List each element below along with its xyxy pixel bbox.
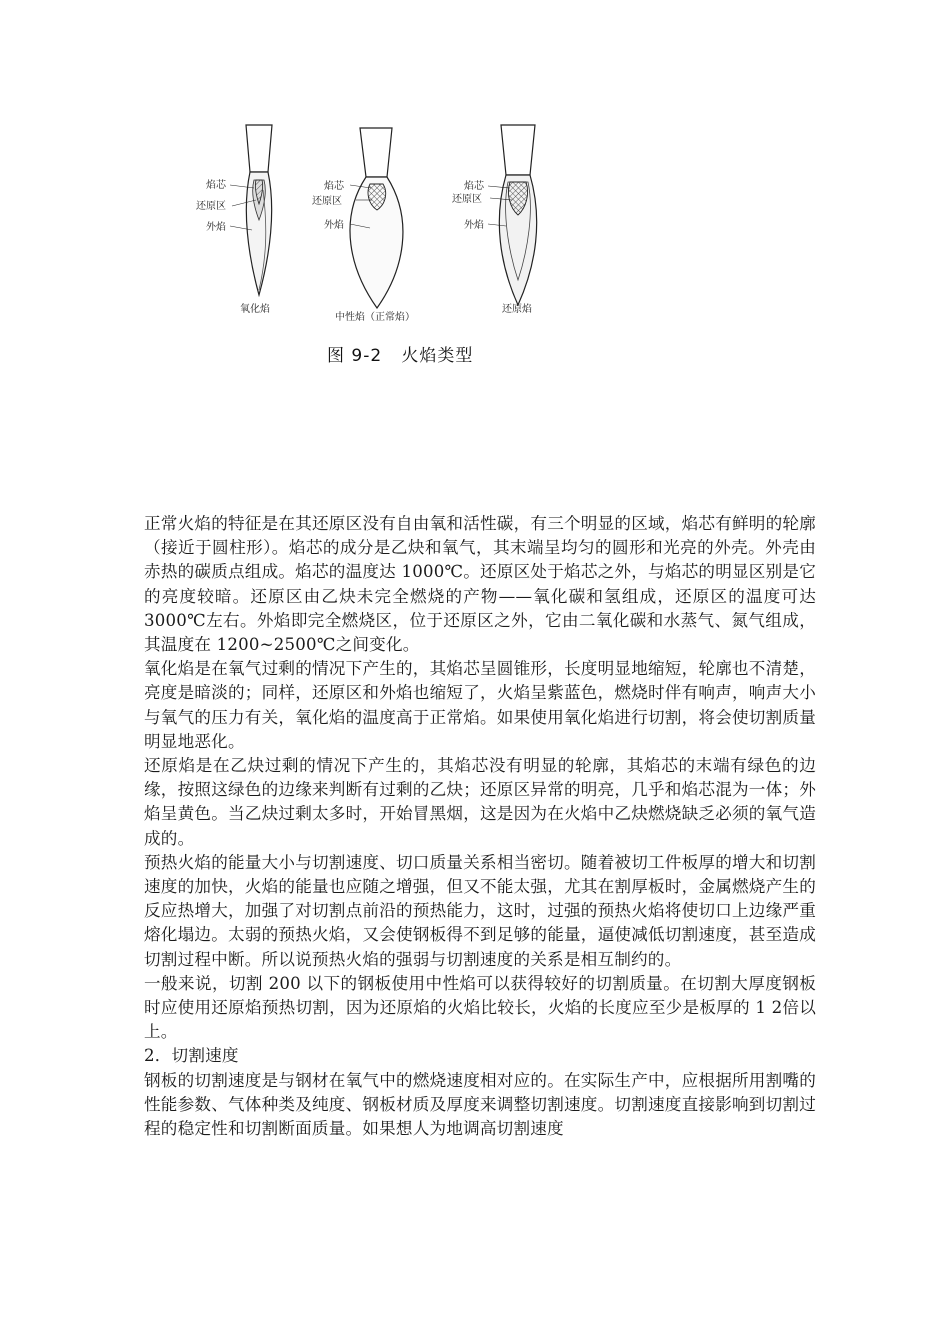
reduction-label-3: 还原区 xyxy=(452,194,482,205)
paragraph-preheat-flame: 预热火焰的能量大小与切割速度、切口质量关系相当密切。随着被切工件板厚的增大和切割速度的加快，火焰的能量也应随之增强，但又不能太强，尤其在割厚板时，金属燃烧产生的反应热增大，加强了对切割点前沿的预热能力，这时，过强的预热火焰将使切口上边缘严重熔化塌边。太弱的预热火焰，又会使钢板得不到足够的能量，逼使减低切割速度，甚至造成切割过程中断。所以说预热火焰的强弱与切割速度的关系是相互制约的。 xyxy=(144,852,816,969)
flame-name-1: 氧化焰 xyxy=(240,304,270,315)
reduction-label-1: 还原区 xyxy=(196,201,226,212)
flame-diagram xyxy=(190,120,570,330)
outer-label-2: 外焰 xyxy=(324,220,344,231)
section-heading: 2．切割速度 xyxy=(144,1046,239,1066)
neutral-flame xyxy=(312,128,415,323)
core-label-2: 焰芯 xyxy=(324,181,344,192)
core-label-3: 焰芯 xyxy=(464,181,484,192)
flame-name-3: 还原焰 xyxy=(502,304,532,315)
reduction-label-2: 还原区 xyxy=(312,196,342,207)
outer-label-3: 外焰 xyxy=(464,220,484,231)
reducing-flame xyxy=(452,125,537,315)
flame-name-2: 中性焰（正常焰） xyxy=(335,312,415,323)
core-label-1: 焰芯 xyxy=(206,180,226,191)
paragraph-oxidizing-flame: 氧化焰是在氧气过剩的情况下产生的，其焰芯呈圆锥形，长度明显地缩短，轮廓也不清楚，亮度是暗淡的；同样，还原区和外焰也缩短了，火焰呈紫蓝色，燃烧时伴有响声，响声大小与氧气的压力有关，氧化焰的温度高于正常焰。如果使用氧化焰进行切割，将会使切割质量明显地恶化。 xyxy=(144,659,816,751)
paragraph-general: 一般来说，切割 200 以下的钢板使用中性焰可以获得较好的切割质量。在切割大厚度钢板时应使用还原焰预热切割，因为还原焰的火焰比较长，火焰的长度应至少是板厚的 1 2倍以上。 xyxy=(144,973,816,1042)
outer-label-1: 外焰 xyxy=(206,222,226,233)
paragraph-reducing-flame: 还原焰是在乙炔过剩的情况下产生的，其焰芯没有明显的轮廓，其焰芯的末端有绿色的边缘，按照这绿色的边缘来判断有过剩的乙炔；还原区异常的明亮，几乎和焰芯混为一体；外焰呈黄色。当乙炔过剩太多时，开始冒黑烟，这是因为在火焰中乙炔燃烧缺乏必须的氧气造成的。 xyxy=(144,756,816,848)
paragraph-normal-flame: 正常火焰的特征是在其还原区没有自由氧和活性碳，有三个明显的区域，焰芯有鲜明的轮廓（接近于圆柱形）。焰芯的成分是乙炔和氧气，其末端呈均匀的圆形和光亮的外壳。外壳由赤热的碳质点组成。焰芯的温度达 1000℃。还原区处于焰芯之外，与焰芯的明显区别是它的亮度较暗。还原区由乙炔未完全燃烧的产物——氧化碳和氢组成，还原区的温度可达 3000℃左右。外焰即完全燃烧区，位于还原区之外，它由二氧化碳和水蒸气、氮气组成，其温度在 1200~2500℃之间变化。 xyxy=(144,514,816,655)
flame-types-figure xyxy=(190,120,570,370)
oxidizing-flame xyxy=(196,125,272,315)
paragraph-cutting-speed: 钢板的切割速度是与钢材在氧气中的燃烧速度相对应的。在实际生产中，应根据所用割嘴的性能参数、气体种类及纯度、钢板材质及厚度来调整切割速度。切割速度直接影响到切割过程的稳定性和切割断面质量。如果想人为地调高切割速度 xyxy=(144,1070,816,1139)
figure-caption: 图 9-2 火焰类型 xyxy=(327,346,474,366)
document-body xyxy=(144,512,816,1141)
